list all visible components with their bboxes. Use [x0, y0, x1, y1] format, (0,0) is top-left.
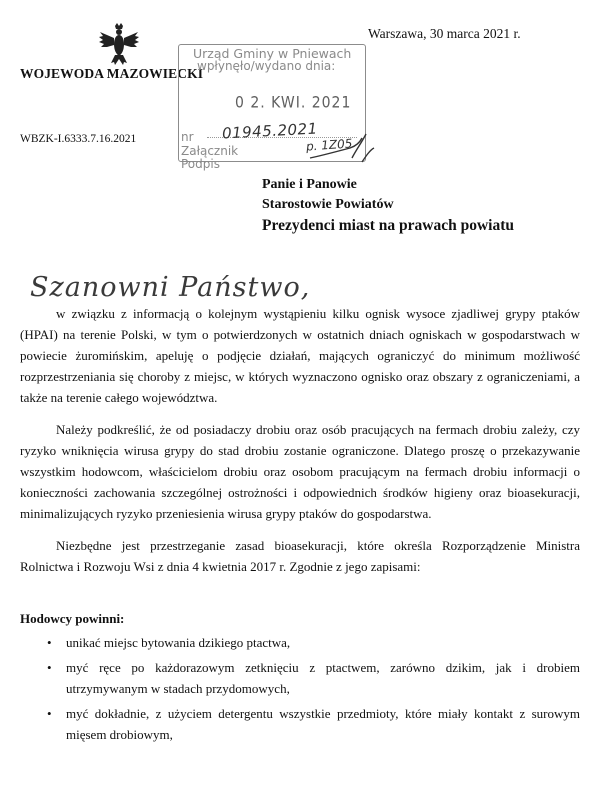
list-item — [20, 657, 580, 699]
paragraph-1: w związku z informacją o kolejnym wystąpieniu kilku ognisk wysoce zjadliwej grypy ptaków (HPAI) na terenie Polski, w tym o potwierdzonych w ostatnich dniach ogniskach w gospodarstwach w powiecie żuromińskim, apeluję o podjęcie działań, mających ograniczyć do minimum możliwość rozprzestrzeniania się choroby z miejsc, w których wyznaczono ognisko oraz obszary z ograniczeniami, a także na terenie całego województwa. — [20, 306, 580, 405]
letter-date: Warszawa, 30 marca 2021 r. — [368, 26, 521, 41]
stamp-handwritten-attachment: p. 1Z05 — [305, 136, 353, 154]
issuer-name: WOJEWODA MAZOWIECKI — [20, 66, 204, 81]
stamp-attachment-label: Załącznik — [181, 144, 239, 158]
stamp-handwritten-number: 01945.2021 — [221, 119, 319, 143]
handwritten-signature — [300, 128, 380, 170]
requirements-list — [20, 632, 580, 745]
bullet-icon: • — [47, 706, 52, 721]
addressee-line-2: Starostowie Powiatów — [262, 197, 394, 212]
list-item — [20, 703, 580, 745]
stamp-date: 0 2. KWI. 2021 — [235, 93, 352, 113]
stamp-received-label: wpłynęło/wydano dnia: — [197, 59, 336, 73]
letter-body — [20, 303, 580, 745]
stamp-signature-label: Podpis — [181, 157, 220, 171]
paragraph-3: Niezbędne jest przestrzeganie zasad bioasekuracji, które określa Rozporządzenie Ministra Rolnictwa i Rozwoju Wsi z dnia 4 kwietnia 2017 r. Zgodnie z jego zapisami: — [20, 538, 580, 574]
list-item — [20, 632, 580, 653]
paragraph-2: Należy podkreślić, że od posiadaczy drobiu oraz osób pracujących na fermach drobiu zależy, czy ryzyko wniknięcia wirusa grypy do stad drobiu zostanie ograniczone. Dlatego proszę o przekazywanie wszystkim hodowcom, właścicielom drobiu oraz osobom pracującym na fermach drobiu informacji o konieczności zachowania szczególnej ostrożności i odpowiednich środków higieny oraz bioasekuracji, minimalizujących ryzyko przeniesienia wirusa grypy ptaków do gospodarstwa. — [20, 422, 580, 521]
stamp-nr-label: nr — [181, 130, 194, 144]
bullet-icon: • — [47, 660, 52, 675]
list-item-text: myć dokładnie, z użyciem detergentu wszystkie przedmioty, które miały kontakt z surowym mięsem drobiowym, — [66, 706, 580, 742]
addressee-line-3: Prezydenci miast na prawach powiatu — [262, 217, 515, 234]
bullet-icon: • — [47, 635, 52, 650]
section-heading: Hodowcy powinni: — [20, 611, 125, 626]
list-item-text: myć ręce po każdorazowym zetknięciu z ptactwem, zarówno dzikim, jak i drobiem utrzymywanym w stadach przydomowych, — [66, 660, 580, 696]
stamp-office: Urząd Gminy w Pniewach — [193, 46, 352, 61]
addressee-line-1: Panie i Panowie — [262, 177, 357, 192]
greeting-text: Szanowni Państwo, — [30, 272, 311, 303]
list-item-text: unikać miejsc bytowania dzikiego ptactwa, — [66, 635, 291, 650]
reference-number: WBZK-I.6333.7.16.2021 — [20, 133, 137, 145]
polish-eagle-icon — [96, 22, 142, 68]
